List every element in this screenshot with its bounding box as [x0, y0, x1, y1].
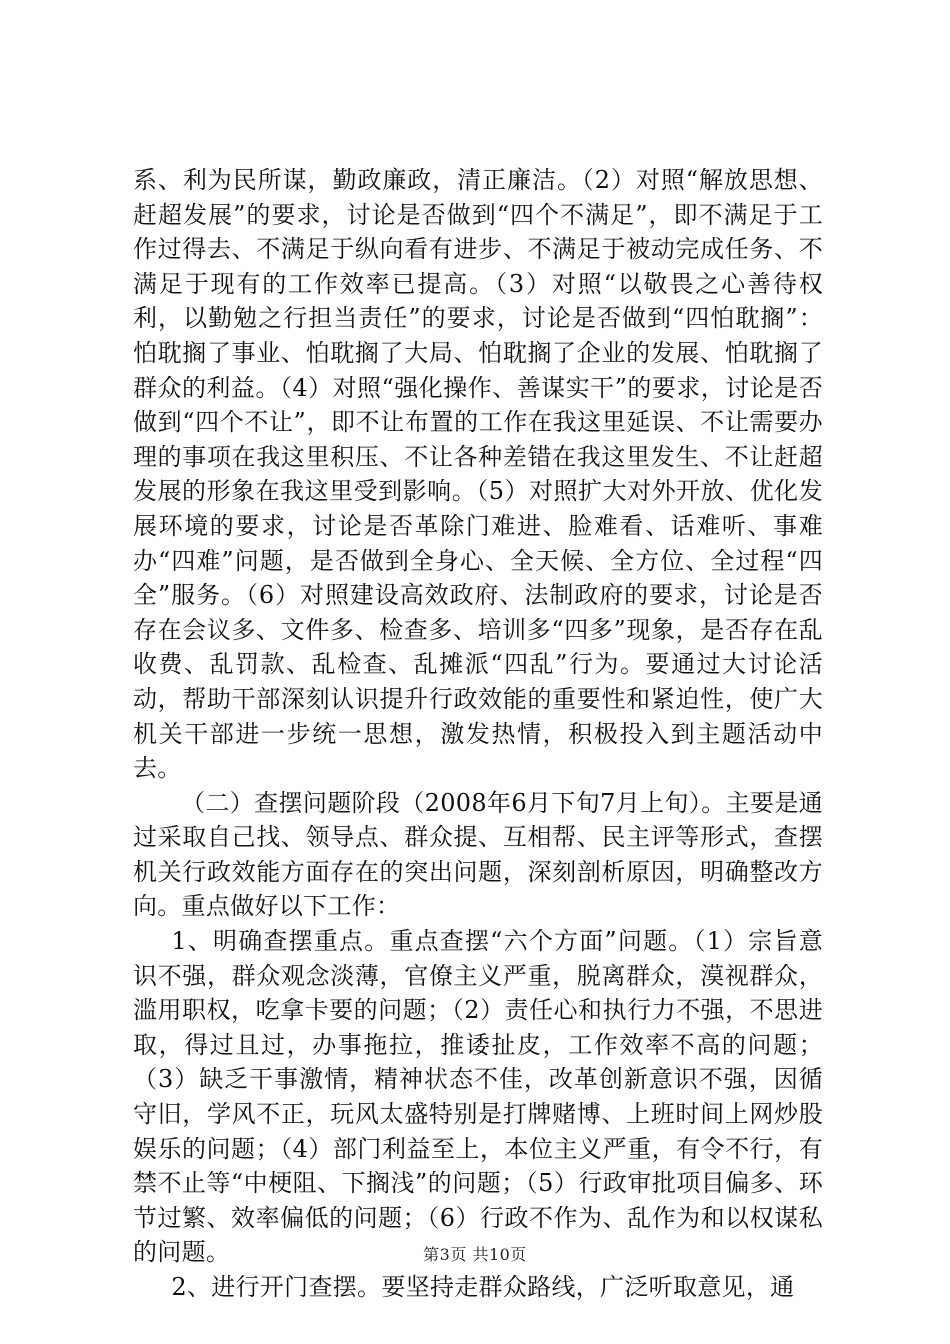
paragraph-item-two: 2、进行开门查摆。要坚持走群众路线，广泛听取意见，通	[171, 1273, 795, 1301]
paragraph-stage-two: （二）查摆问题阶段（2008年6月下旬7月上旬）。主要是通过采取自己找、领导点、群众提、互相帮、民主评等形式，查摆机关行政效能方面存在的突出问题，深刻剖析原因，明确整改方向。重点做好以下工作：	[133, 788, 823, 921]
paragraph-continuation: 系、利为民所谋，勤政廉政，清正廉洁。（2）对照“解放思想、赶超发展”的要求，讨论是否做到“四个不满足”，即不满足于工作过得去、不满足于纵向看有进步、不满足于被动完成任务、不满足于现有的工作效率已提高。（3）对照“以敬畏之心善待权利，以勤勉之行担当责任”的要求，讨论是否做到“四怕耽搁”：怕耽搁了事业、怕耽搁了大局、怕耽搁了企业的发展、怕耽搁了群众的利益。（4）对照“强化操作、善谋实干”的要求，讨论是否做到“四个不让”，即不让布置的工作在我这里延误、不让需要办理的事项在我这里积压、不让各种差错在我这里发生、不让赶超发展的形象在我这里受到影响。（5）对照扩大对外开放、优化发展环境的要求，讨论是否革除门难进、脸难看、话难听、事难办“四难”问题，是否做到全身心、全天候、全方位、全过程“四全”服务。（6）对照建设高效政府、法制政府的要求，讨论是否存在会议多、文件多、检查多、培训多“四多”现象，是否存在乱收费、乱罚款、乱检查、乱摊派“四乱”行为。要通过大讨论活动，帮助干部深刻认识提升行政效能的重要性和紧迫性，使广大机关干部进一步统一思想，激发热情，积极投入到主题活动中去。	[133, 166, 823, 783]
page-footer	[0, 1242, 950, 1265]
page-number-label: 第3页 共10页	[423, 1245, 527, 1264]
document-body	[133, 163, 823, 1305]
paragraph-item-one: 1、明确查摆重点。重点查摆“六个方面”问题。（1）宗旨意识不强，群众观念淡薄，官僚主义严重，脱离群众，漠视群众，滥用职权，吃拿卡要的问题；（2）责任心和执行力不强，不思进取，得过且过，办事拖拉，推诿扯皮，工作效率不高的问题；（3）缺乏干事激情，精神状态不佳，改革创新意识不强，因循守旧，学风不正，玩风太盛特别是打牌赌博、上班时间上网炒股娱乐的问题；（4）部门利益至上，本位主义严重，有令不行，有禁不止等“中梗阻、下搁浅”的问题；（5）行政审批项目偏多、环节过繁、效率偏低的问题；（6）行政不作为、乱作为和以权谋私的问题。	[133, 927, 823, 1267]
